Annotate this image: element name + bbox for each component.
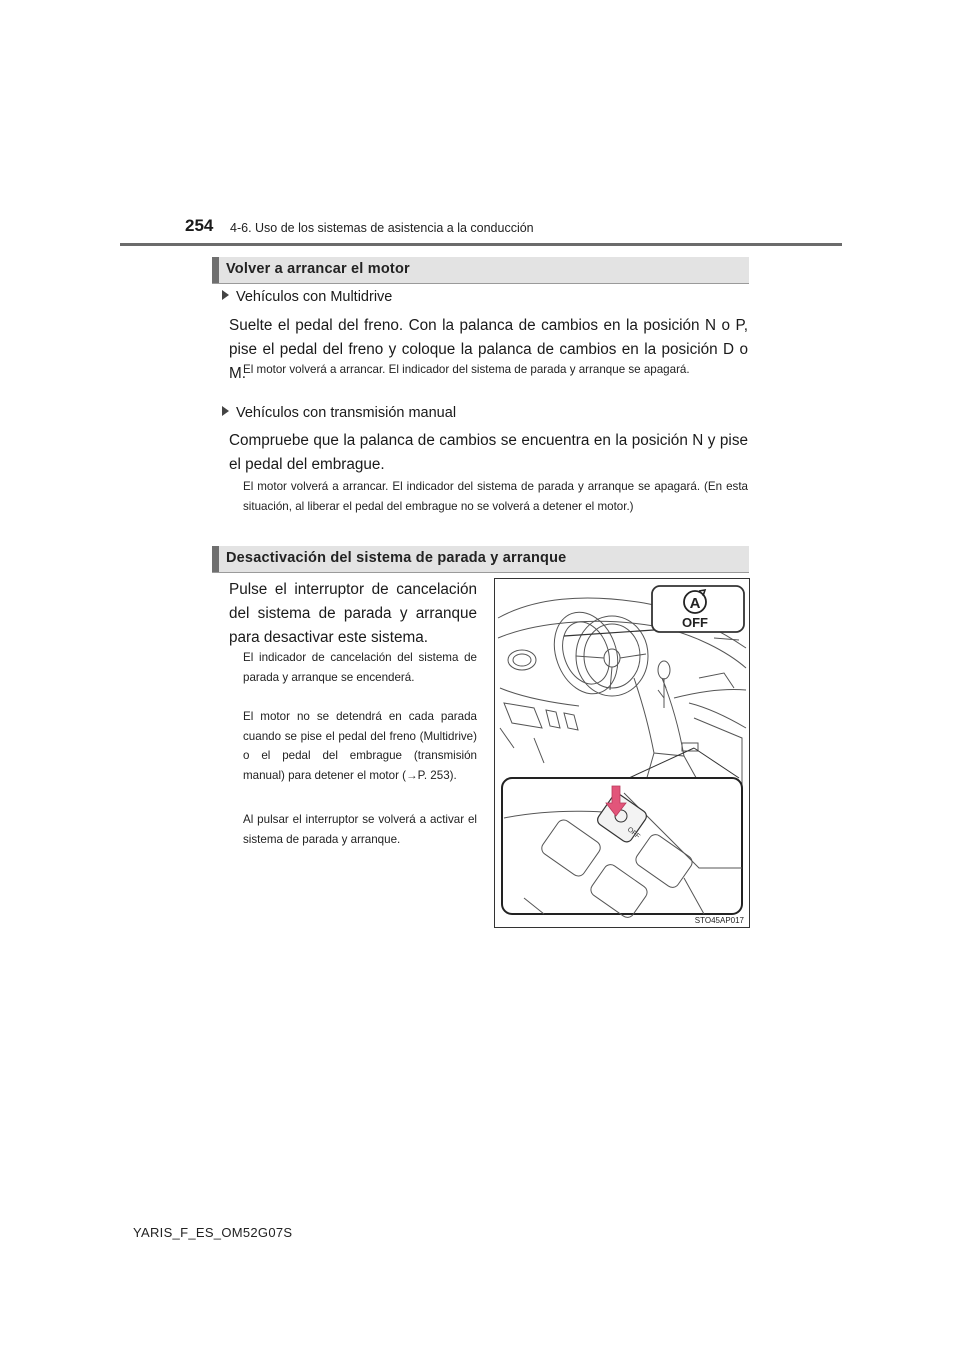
callout-letter: A — [689, 595, 701, 612]
bullet-label: Vehículos con Multidrive — [236, 289, 393, 305]
bullet-multidrive — [222, 289, 392, 305]
note-reactivate: Al pulsar el interruptor se volverá a activar el sistema de parada y arranque. — [243, 813, 477, 846]
triangle-bullet-icon — [222, 406, 229, 416]
document-code: YARIS_F_ES_OM52G07S — [133, 1225, 293, 1240]
figure-code: STO45AP017 — [694, 916, 744, 925]
bullet-label: Vehículos con transmisión manual — [236, 405, 457, 421]
note-engine-not-stop: El motor no se detendrá en cada parada cuando se pise el pedal del freno (Multidrive) o el pedal del embrague (transmisión manual) para detener el motor (→P. 253). — [243, 710, 477, 782]
section-heading-label: Desactivación del sistema de parada y arranque — [226, 550, 567, 566]
note-multidrive: El motor volverá a arrancar. El indicador del sistema de parada y arranque se apagará. — [243, 363, 690, 376]
paragraph-multidrive: Suelte el pedal del freno. Con la palanca de cambios en la posición N o P, pise el pedal del freno y coloque la palanca de cambios en la posición D o M. — [229, 317, 748, 382]
paragraph-deactivation: Pulse el interruptor de cancelación del sistema de parada y arranque para desactivar este sistema. — [229, 581, 477, 646]
chapter-title: 4-6. Uso de los sistemas de asistencia a la conducción — [230, 221, 534, 235]
page-number: 254 — [185, 216, 214, 235]
note-manual: El motor volverá a arrancar. El indicador del sistema de parada y arranque se apagará. (En esta situación, al liberar el pedal del embrague no se volverá a detener el motor.) — [243, 480, 748, 513]
note-indicator: El indicador de cancelación del sistema de parada y arranque se encenderá. — [243, 651, 477, 684]
section-heading-deactivation — [212, 546, 749, 573]
section-accent — [212, 546, 219, 572]
header-divider — [120, 243, 842, 246]
section-heading-restart — [212, 257, 749, 284]
illustration-svg — [494, 578, 750, 928]
dashboard-illustration — [494, 578, 750, 928]
triangle-bullet-icon — [222, 290, 229, 300]
bullet-manual — [222, 405, 456, 421]
inset-off-label: OFF — [625, 826, 641, 841]
section-heading-label: Volver a arrancar el motor — [226, 261, 410, 277]
paragraph-manual: Compruebe que la palanca de cambios se encuentra en la posición N y pise el pedal del embrague. — [229, 432, 748, 473]
callout-off-label: OFF — [682, 615, 708, 630]
section-accent — [212, 257, 219, 283]
